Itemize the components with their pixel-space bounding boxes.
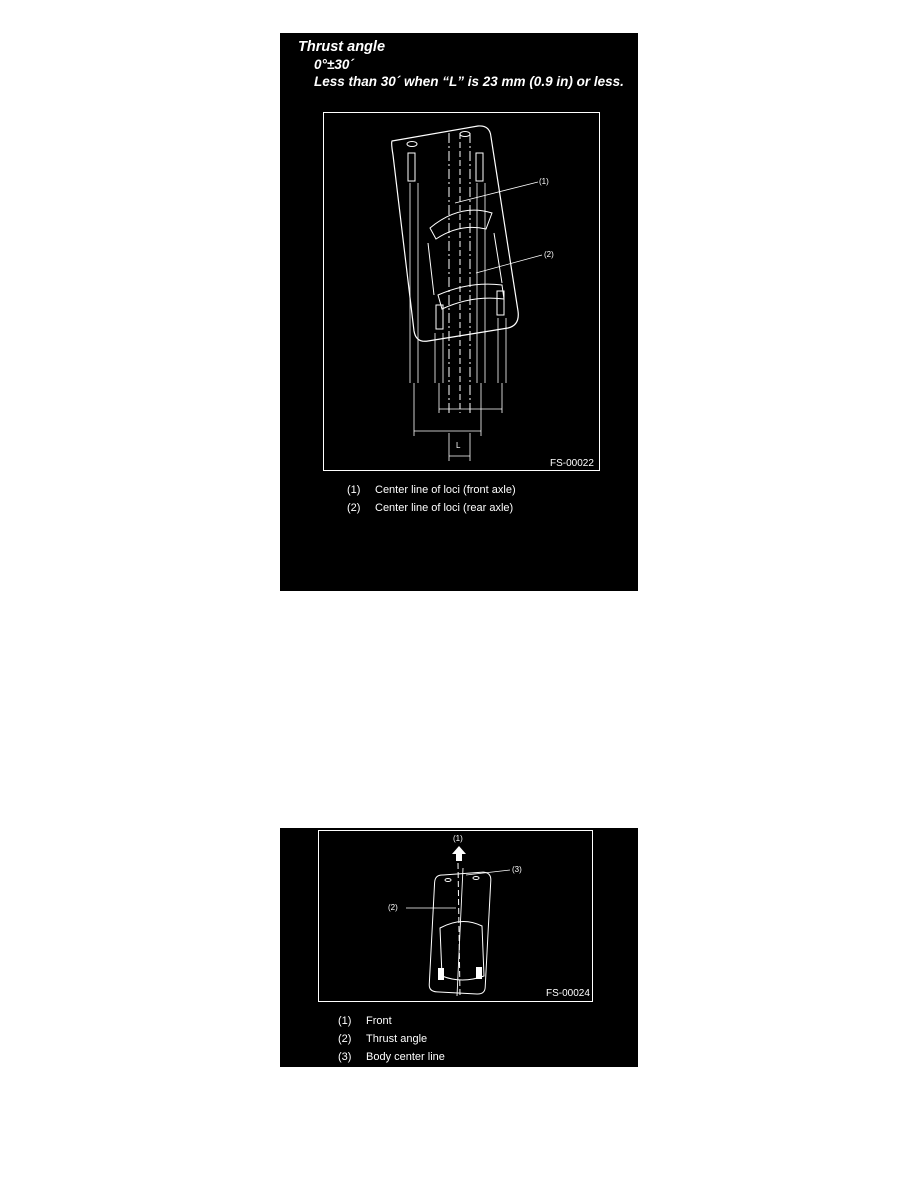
legend-item	[347, 481, 516, 499]
callout-2-label: (2)	[544, 250, 554, 259]
callout-1-label: (1)	[539, 177, 549, 186]
legend-number: (1)	[347, 484, 361, 496]
legend-text: Center line of loci (front axle)	[375, 484, 516, 496]
legend-item	[338, 1030, 445, 1048]
front-wheel-left	[408, 153, 415, 181]
legend-text: Body center line	[366, 1051, 445, 1063]
front-wheel-right	[476, 153, 483, 181]
figure-id: FS-00022	[550, 458, 594, 469]
legend-text: Thrust angle	[366, 1033, 428, 1045]
dimension-l-label: L	[456, 441, 461, 450]
tread-track-right	[477, 183, 485, 383]
legend-text: Center line of loci (rear axle)	[375, 502, 514, 514]
legend-number: (3)	[338, 1051, 352, 1063]
spec-value: 0°±30´	[314, 57, 354, 72]
tread-track-rear-right	[498, 318, 506, 383]
legend-item	[347, 499, 516, 517]
tread-track-left	[410, 183, 418, 383]
slot-right	[460, 132, 470, 137]
front-arrow-icon	[452, 846, 466, 861]
figure-panel-thrust-angle	[280, 33, 638, 591]
cabin-rear	[438, 284, 504, 309]
figure-panel-body-center-line	[280, 828, 638, 1067]
slot-left	[407, 142, 417, 147]
cabin-left	[428, 243, 434, 295]
slot-right	[473, 877, 479, 880]
rear-wheel-left	[438, 968, 444, 980]
figure2-legend	[338, 1012, 445, 1066]
legend-number: (1)	[338, 1015, 352, 1027]
figure-id: FS-00024	[546, 988, 590, 999]
rear-wheel-right	[476, 967, 482, 979]
legend-number: (2)	[347, 502, 361, 514]
slot-left	[445, 879, 451, 882]
tread-track-rear-left	[435, 333, 443, 383]
callout-1-label: (1)	[453, 834, 463, 843]
callout-2-leader	[476, 255, 542, 273]
legend-number: (2)	[338, 1033, 352, 1045]
legend-item	[338, 1012, 445, 1030]
legend-item	[338, 1048, 445, 1066]
figure1-legend	[347, 481, 516, 517]
vehicle-outline	[392, 126, 519, 341]
callout-1-leader	[455, 182, 538, 203]
spec-note: Less than 30´ when “L” is 23 mm (0.9 in) or less.	[314, 74, 624, 89]
figure-title: Thrust angle	[298, 39, 386, 55]
legend-text: Front	[366, 1015, 392, 1027]
callout-2-label: (2)	[388, 903, 398, 912]
cabin-front	[430, 210, 492, 239]
cabin-right	[494, 233, 502, 283]
body-center-line-diagram	[280, 828, 638, 1067]
callout-3-label: (3)	[512, 865, 522, 874]
